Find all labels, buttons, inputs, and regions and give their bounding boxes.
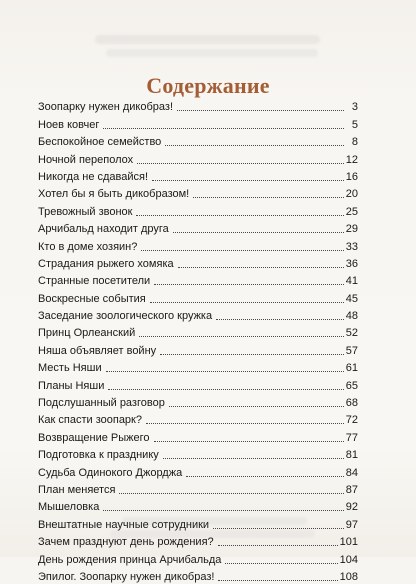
dot-leader (150, 302, 344, 303)
toc-entry-title: Арчибальд находит друга (38, 223, 169, 236)
dot-leader (146, 423, 344, 424)
toc-entry (38, 254, 358, 271)
toc-page-number: 3 (351, 101, 358, 114)
toc-page-number: 41 (345, 275, 358, 288)
dot-leader (137, 163, 344, 164)
toc-entry-title: Заседание зоологического кружка (38, 310, 213, 323)
toc-page-number: 108 (339, 570, 358, 583)
toc-entry-title: Няша объявляет войну (38, 344, 157, 357)
dot-leader (218, 580, 337, 581)
dot-leader (108, 389, 343, 390)
bleed-through-top-line-1 (95, 35, 320, 44)
toc-entry (38, 340, 358, 357)
dot-leader (163, 458, 344, 459)
toc-page-number: 16 (345, 170, 358, 183)
toc-entry-title: Эпилог. Зоопарку нужен дикобраз! (38, 570, 215, 583)
dot-leader (178, 267, 344, 268)
toc-entry (38, 358, 358, 375)
page-title: Содержание (146, 72, 270, 98)
toc-page-number: 29 (345, 223, 358, 236)
toc-entry-title: Планы Няши (38, 379, 105, 392)
toc-entry-title: Принц Орлеанский (38, 327, 136, 340)
toc-entry-title: Внештатные научные сотрудники (38, 518, 210, 531)
toc-entry-title: План меняется (38, 483, 116, 496)
dot-leader (160, 354, 344, 355)
toc-page-number: 12 (345, 153, 358, 166)
dot-leader (225, 563, 337, 564)
dot-leader (141, 250, 343, 251)
toc-entry (38, 549, 358, 566)
dot-leader (152, 180, 344, 181)
toc-entry-title: Хотел бы я быть дикобразом! (38, 188, 190, 201)
dot-leader (177, 110, 344, 111)
toc-page-number: 92 (345, 501, 358, 514)
toc-entry (38, 393, 358, 410)
dot-leader (193, 197, 344, 198)
toc-entry (38, 462, 358, 479)
toc-entry (38, 427, 358, 444)
bleed-through-bottom-line-1 (122, 517, 307, 525)
toc-entry (38, 236, 358, 253)
dot-leader (216, 319, 344, 320)
toc-entry-title: Возвращение Рыжего (38, 431, 150, 444)
toc-entry-title: Зоопарку нужен дикобраз! (38, 101, 173, 114)
dot-leader (103, 510, 343, 511)
toc-entry-title: Судьба Одинокого Джорджа (38, 466, 183, 479)
toc-page-number: 87 (345, 483, 358, 496)
toc-entry (38, 375, 358, 392)
dot-leader (169, 406, 344, 407)
toc-entry-title: Тревожный звонок (38, 205, 133, 218)
toc-entry-title: Месть Няши (38, 362, 102, 375)
dot-leader (218, 545, 338, 546)
toc-entry-title: Ночной переполох (38, 153, 134, 166)
toc-entry (38, 480, 358, 497)
toc-page-number: 57 (345, 344, 358, 357)
toc-entry (38, 97, 358, 114)
toc-page-number: 81 (345, 449, 358, 462)
toc-page-number: 61 (345, 362, 358, 375)
toc-entry (38, 306, 358, 323)
toc-entry-title: День рождения принца Арчибальда (38, 553, 222, 566)
bleed-through-bottom-line-2 (110, 530, 315, 538)
dot-leader (186, 476, 344, 477)
toc-page-number: 84 (345, 466, 358, 479)
dot-leader (106, 371, 344, 372)
dot-leader (154, 284, 344, 285)
toc-entry-title: Кто в доме хозяин? (38, 240, 138, 253)
toc-entry (38, 567, 358, 584)
toc-entry (38, 114, 358, 131)
toc-entry-title: Зачем празднуют день рождения? (38, 536, 214, 549)
dot-leader (119, 493, 343, 494)
toc-entry (38, 184, 358, 201)
toc-entry (38, 288, 358, 305)
toc-entry-title: Воскресные события (38, 292, 146, 305)
toc-entry-title: Никогда не сдавайся! (38, 170, 149, 183)
toc-entry-title: Подслушанный разговор (38, 397, 165, 410)
table-of-contents (38, 97, 358, 584)
toc-page-number: 20 (345, 188, 358, 201)
toc-entry (38, 201, 358, 218)
dot-leader (213, 528, 344, 529)
toc-page-number: 104 (339, 553, 358, 566)
toc-entry-title: Как спасти зоопарк? (38, 414, 142, 427)
toc-entry (38, 445, 358, 462)
toc-page-number: 33 (345, 240, 358, 253)
toc-page-number: 68 (345, 397, 358, 410)
toc-page-number: 65 (345, 379, 358, 392)
toc-page-number: 52 (345, 327, 358, 340)
toc-page-number: 72 (345, 414, 358, 427)
toc-entry (38, 410, 358, 427)
dot-leader (139, 336, 344, 337)
toc-entry-title: Мышеловка (38, 501, 100, 514)
toc-entry (38, 167, 358, 184)
toc-page-number: 101 (339, 536, 358, 549)
dot-leader (154, 441, 344, 442)
dot-leader (173, 232, 344, 233)
dot-leader (165, 145, 344, 146)
dot-leader (103, 128, 344, 129)
toc-page-number: 5 (351, 118, 358, 131)
toc-entry (38, 323, 358, 340)
toc-page-number: 77 (345, 431, 358, 444)
toc-entry-title: Подготовка к празднику (38, 449, 159, 462)
toc-page-number: 45 (345, 292, 358, 305)
toc-entry (38, 497, 358, 514)
toc-page-number: 25 (345, 205, 358, 218)
toc-entry-title: Странные посетители (38, 275, 151, 288)
dot-leader (136, 215, 343, 216)
toc-entry-title: Ноев ковчег (38, 118, 100, 131)
toc-entry-title: Беспокойное семейство (38, 136, 162, 149)
toc-entry (38, 132, 358, 149)
toc-entry-title: Страдания рыжего хомяка (38, 257, 174, 270)
toc-entry (38, 149, 358, 166)
toc-entry (38, 219, 358, 236)
toc-page-number: 48 (345, 310, 358, 323)
toc-page-number: 97 (345, 518, 358, 531)
toc-page-number: 36 (345, 257, 358, 270)
toc-page-number: 8 (351, 136, 358, 149)
toc-entry (38, 271, 358, 288)
bleed-through-top-line-2 (106, 49, 318, 57)
